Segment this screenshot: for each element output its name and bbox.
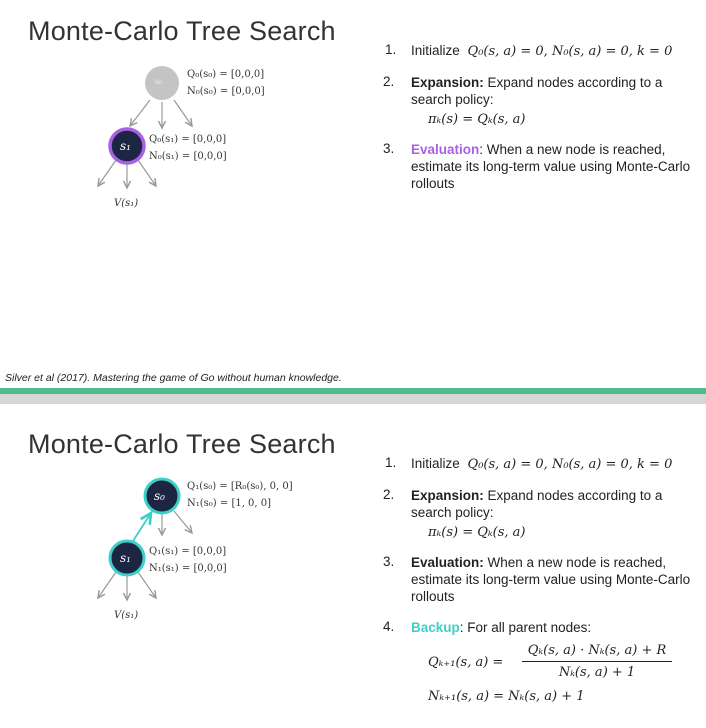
step-expansion <box>411 487 701 521</box>
step-text: : For all parent nodes: <box>459 620 592 635</box>
step-initialize <box>411 455 701 473</box>
root-n-value: N₁(s₀) = [1, 0, 0] <box>187 498 272 509</box>
step-text: Initialize <box>411 43 460 58</box>
slide-gap <box>0 394 706 404</box>
policy-formula: πₖ(s) = Qₖ(s, a) <box>428 112 526 127</box>
step-number: 4. <box>383 619 395 634</box>
backup-n-formula: Nₖ₊₁(s, a) = Nₖ(s, a) + 1 <box>428 689 585 704</box>
citation: Silver et al (2017). Mastering the game of Go without human knowledge. <box>5 372 342 384</box>
step-math: Q₀(s, a) = 0, N₀(s, a) = 0, k = 0 <box>467 44 673 59</box>
step-initialize <box>411 42 701 60</box>
edge <box>174 511 192 533</box>
child-node-label: s₁ <box>120 551 131 565</box>
step-expansion <box>411 74 701 108</box>
step-evaluation <box>411 554 701 605</box>
step-heading: Evaluation: <box>411 555 484 570</box>
child-q-value: Q₀(s₁) = [0,0,0] <box>149 134 227 145</box>
backup-numerator: Qₖ(s, a) · Nₖ(s, a) + R <box>527 643 667 658</box>
policy-formula: πₖ(s) = Qₖ(s, a) <box>428 525 526 540</box>
child-node-label: s₁ <box>120 139 131 153</box>
root-n-value: N₀(s₀) = [0,0,0] <box>187 86 265 97</box>
value-label: V(s₁) <box>114 198 139 209</box>
edge <box>98 160 116 186</box>
step-evaluation <box>411 141 701 192</box>
edge <box>138 572 156 598</box>
root-q-value: Q₁(s₀) = [R₀(s₀), 0, 0] <box>187 481 293 492</box>
step-math: Q₀(s, a) = 0, N₀(s, a) = 0, k = 0 <box>467 457 673 472</box>
edge <box>130 100 150 126</box>
backup-edge <box>133 513 151 541</box>
step-number: 3. <box>383 554 395 569</box>
step-number: 2. <box>383 487 395 502</box>
step-text: Expand nodes according to a search policy: <box>411 488 663 520</box>
step-backup <box>411 619 701 636</box>
step-number: 1. <box>385 42 397 57</box>
root-q-value: Q₀(s₀) = [0,0,0] <box>187 69 265 80</box>
value-label: V(s₁) <box>114 610 139 621</box>
step-heading: Evaluation <box>411 142 480 157</box>
backup-denominator: Nₖ(s, a) + 1 <box>558 665 636 680</box>
slide-2 <box>0 405 706 728</box>
child-q-value: Q₁(s₁) = [0,0,0] <box>149 546 227 557</box>
step-text: Initialize <box>411 456 460 471</box>
slide-title: Monte-Carlo Tree Search <box>28 429 336 459</box>
step-heading: Backup <box>411 620 460 635</box>
step-text: Expand nodes according to a search policy: <box>411 75 663 107</box>
step-heading: Expansion: <box>411 75 484 90</box>
step-text: When a new node is reached, estimate its long-term value using Monte-Carlo rollouts <box>411 555 691 604</box>
edge <box>174 100 192 126</box>
step-number: 1. <box>385 455 397 470</box>
child-n-value: N₁(s₁) = [0,0,0] <box>149 563 227 574</box>
step-number: 2. <box>383 74 395 89</box>
edge <box>98 572 116 598</box>
step-text: : When a new node is reached, estimate its long-term value using Monte-Carlo rollouts <box>411 142 691 191</box>
step-number: 3. <box>383 141 395 156</box>
root-node-label: s₀ <box>154 489 165 503</box>
backup-formula-lhs: Qₖ₊₁(s, a) = <box>428 655 504 670</box>
step-heading: Expansion: <box>411 488 484 503</box>
slide-title: Monte-Carlo Tree Search <box>28 16 336 46</box>
edge <box>138 160 156 186</box>
child-n-value: N₀(s₁) = [0,0,0] <box>149 151 227 162</box>
backup-fraction <box>518 643 676 680</box>
root-node-label: s₀ <box>155 77 163 86</box>
